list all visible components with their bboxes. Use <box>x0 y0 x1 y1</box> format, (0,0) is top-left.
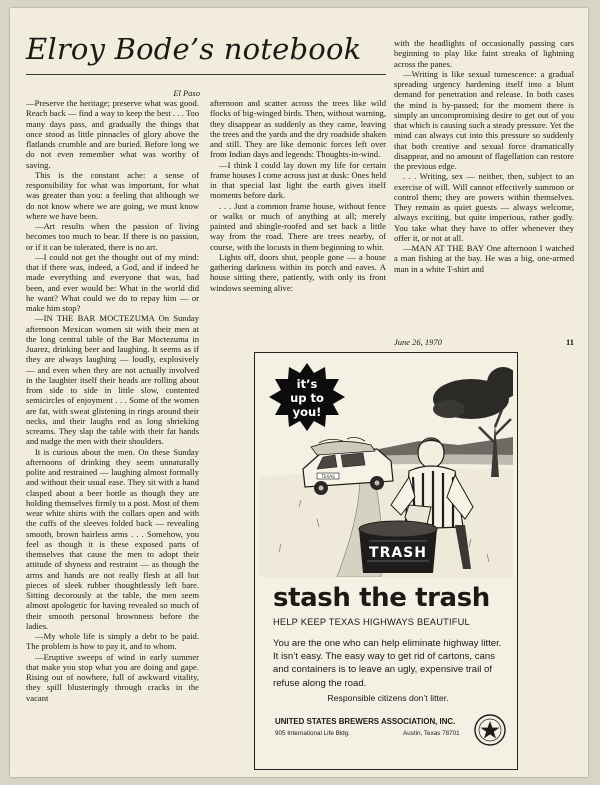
ad-tagline: Responsible citizens don’t litter. <box>327 693 449 703</box>
paragraph: —Art results when the passion of living becomes too much to bear. If there is no passion, or if it can be tolerated, there is no art. <box>26 221 199 252</box>
paragraph: —I could not get the thought out of my mind: that if there was, indeed, a God, and if indeed he made everything and everyone that was, had been, and ever would be: What in the world did he want? What could we do to repay him — or make him stop? <box>26 251 199 313</box>
title-rule <box>26 74 386 75</box>
text-column-1 <box>26 98 199 765</box>
page-footer <box>394 337 574 349</box>
association-seal-icon <box>474 714 506 746</box>
paragraph: —My whole life is simply a debt to be paid. The problem is how to pay it, and to whom. <box>26 631 199 652</box>
ad-headline: stash the trash <box>273 583 490 613</box>
issue-date: June 26, 1970 <box>394 337 442 347</box>
trash-can-graphic <box>359 521 437 573</box>
text-column-3 <box>394 38 574 339</box>
paragraph: —MAN AT THE BAY One afternoon I watched a man fishing at the bay. He was a big, one-armed man in a white T-shirt and <box>394 243 574 274</box>
paragraph: . . . Writing, sex — neither, then, subject to an exercise of will. Will cannot effectively summon or control them; they are powers within themselves. They remain as quiet guests — always welcome, always exciting, but quite imperious, rather godly. You take what they have to offer whenever they offer it, or not at all. <box>394 171 574 243</box>
paragraph: —Writing is like sexual tumescence: a gradual spreading urgency hardening itself into a blunt demand for penetration and release. In both cases the mind is by-passed; for the moment there is simply an uncompromising desire to get out of you that which is causing such a steady pressure. Yet the mind can always cut into this pressure so suddenly that both creative and sexual force dramatically disappear, and no amount of flagellation can restore the previous edge. <box>394 68 574 171</box>
paragraph: It is curious about the men. On these Sunday afternoons of drinking they seem unnaturally polite and restrained — laughing almost formally and without their usual ease. They sit with a hand clasped about a beer bottle as though they are holding themselves firmly to a post. Most of them wear white shirts with the collars open and with the cuffs of the sleeves folded back — revealing smooth, brown hairless arms . . . Somehow, you feel as though it is these exposed parts of themselves that cause the men to adopt their attitude of shyness and restraint — as though the arms and hands are not really flesh at all but pieces of sleek rubber thoughtlessly left bare. Sitting decorously at the table, the men seem almost apologetic for having revealed so much of their smooth personal brownness before the ladies. <box>26 446 199 631</box>
paragraph: Lights off, doors shut, people gone — a house gathering darkness within its porch and eaves. A house sitting there, patiently, with only its front windows seeming alive: <box>210 251 386 293</box>
text-column-2 <box>210 98 386 366</box>
ad-city: Austin, Texas 78701 <box>403 730 460 737</box>
trash-can-label: TRASH <box>369 545 427 561</box>
paragraph: —I think I could lay down my life for certain frame houses I come across just at dusk: Ones held in that special last light the earth gives itself moments before dark. <box>210 159 386 201</box>
burst-line-1: it’s <box>296 377 318 391</box>
page-number: 11 <box>565 337 574 347</box>
ad-illustration <box>259 357 513 577</box>
ad-sponsor: UNITED STATES BREWERS ASSOCIATION, INC. <box>275 717 456 726</box>
paragraph: . . . Just a common frame house, without fence or walks or much of anything at all; merely painted and shingle-roofed and set back a little way from the road. There are trees nearby, of course, with the locusts in them beginning to whir. <box>210 200 386 252</box>
burst-badge <box>269 363 345 431</box>
paragraph: —IN THE BAR MOCTEZUMA On Sunday afternoon Mexican women sit with their men at the long central table of the Bar Moctezuma in Juarez, drinking beer and laughing. It seems as if they are always laughing — loudly, explosively — and even when they are not actually involved in the laughter itself their heads are rolling about from side to side in little slow, contented semicircles of enjoyment . . . Some of the women are fat, with sweat glistening in rings around their necks, and their laughs end as long shrieking screams. They slap the table with their fat hands and nudge the men with their shoulders. <box>26 313 199 447</box>
paragraph: This is the constant ache: a sense of responsibility for what was important, for what was greater than you: a feeling that although we do not know where we are going, we must know where we have been. <box>26 169 199 221</box>
advertisement <box>254 352 518 770</box>
burst-line-3: you! <box>292 405 322 419</box>
ad-subhead: HELP KEEP TEXAS HIGHWAYS BEAUTIFUL <box>273 617 470 627</box>
burst-line-2: up to <box>290 391 324 405</box>
paragraph: with the headlights of occasionally passing cars beginning to play like faint streaks of lightning across the panes. <box>394 38 574 69</box>
column-title: Elroy Bode’s notebook <box>26 32 362 66</box>
dateline: El Paso <box>173 88 200 98</box>
license-plate-text: TEXAS <box>321 474 335 479</box>
ad-body-copy: You are the one who can help eliminate highway litter. It isn’t easy. The easy way to get rid of cartons, cans and containers is to leave an ugly, expensive trail of refuse along the road. <box>273 638 502 689</box>
paragraph: —Eruptive sweeps of wind in early summer that make you stop what you are doing and gape. Rising out of nowhere, full of awkward vitality, they spill blusteringly through cracks in the vacant <box>26 651 199 703</box>
magazine-page <box>10 8 588 777</box>
paragraph: —Preserve the heritage; preserve what was good. Reach back — find a way to keep the best . . . Too many days pass, and gradually the things that once stood as little pinnacles of glory above the flatlands crumble and are buried. Before long we do not even remember what was worthy of saving. <box>26 98 199 170</box>
ad-address: 905 International Life Bldg. <box>275 730 350 737</box>
paragraph: afternoon and scatter across the trees like wild flocks of big-winged birds. Then, without warning, they disappear as suddenly as they came, leaving the trees and the yards and the dry roadside shaken and still. They are like demonic forces left over from Indian days and legends: Thoughts-in-wind. <box>210 98 386 160</box>
